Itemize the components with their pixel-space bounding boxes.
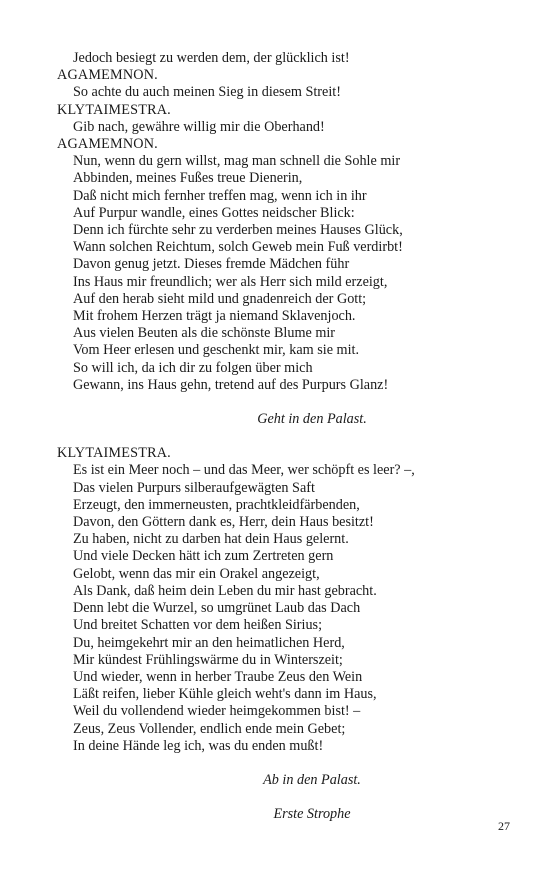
speaker-name: AGAMEMNON.: [57, 67, 158, 84]
verse-line: Vom Heer erlesen und geschenkt mir, kam sie mit.: [73, 342, 359, 359]
verse-line: Denn ich fürchte sehr zu verderben meines Hauses Glück,: [73, 222, 403, 239]
verse-line: Daß nicht mich fernher treffen mag, wenn ich in ihr: [73, 187, 367, 204]
verse-line: Ins Haus mir freundlich; wer als Herr sich mild erzeigt,: [73, 273, 388, 290]
verse-line: Als Dank, daß heim dein Leben du mir hast gebracht.: [73, 582, 377, 599]
verse-line: Das vielen Purpurs silberaufgewägten Saft: [73, 479, 315, 496]
verse-line: Aus vielen Beuten als die schönste Blume mir: [73, 325, 336, 342]
verse-line: Abbinden, meines Fußes treue Dienerin,: [73, 170, 303, 187]
verse-line: Gewann, ins Haus gehn, tretend auf des Purpurs Glanz!: [73, 376, 389, 393]
verse-line: Und viele Decken hätt ich zum Zertreten gern: [73, 548, 334, 565]
verse-line: Mir kündest Frühlingswärme du in Winterszeit;: [73, 651, 343, 668]
page-number: 27: [498, 819, 510, 833]
speaker-name: KLYTAIMESTRA.: [57, 445, 171, 462]
verse-line: Wann solchen Reichtum, solch Geweb mein Fuß verdirbt!: [73, 239, 403, 256]
verse-line: Nun, wenn du gern willst, mag man schnell die Sohle mir: [73, 153, 401, 170]
verse-line: Auf den herab sieht mild und gnadenreich der Gott;: [73, 290, 367, 307]
verse-line: Zu haben, nicht zu darben hat dein Haus gelernt.: [73, 531, 349, 548]
stage-direction: Ab in den Palast.: [263, 771, 361, 788]
play-text: [57, 50, 527, 840]
verse-line: So will ich, da ich dir zu folgen über mich: [73, 359, 313, 376]
verse-line: Läßt reifen, lieber Kühle gleich weht's dann im Haus,: [73, 686, 377, 703]
verse-line: In deine Hände leg ich, was du enden mußt!: [73, 737, 324, 754]
verse-line: Mit frohem Herzen trägt ja niemand Sklavenjoch.: [73, 308, 356, 325]
verse-line: So achte du auch meinen Sieg in diesem Streit!: [73, 84, 341, 101]
verse-line: Gelobt, wenn das mir ein Orakel angezeigt,: [73, 565, 320, 582]
verse-line: Und wieder, wenn in herber Traube Zeus den Wein: [73, 668, 363, 685]
verse-line: Zeus, Zeus Vollender, endlich ende mein Gebet;: [73, 720, 346, 737]
speaker-name: AGAMEMNON.: [57, 136, 158, 153]
verse-line: Gib nach, gewähre willig mir die Oberhand!: [73, 118, 325, 135]
verse-line: Auf Purpur wandle, eines Gottes neidscher Blick:: [73, 204, 355, 221]
stage-direction: Erste Strophe: [273, 806, 351, 823]
verse-line: Es ist ein Meer noch – und das Meer, wer schöpft es leer? –,: [73, 462, 415, 479]
verse-line: Und breitet Schatten vor dem heißen Sirius;: [73, 617, 323, 634]
verse-line: Davon, den Göttern dank es, Herr, dein Haus besitzt!: [73, 514, 374, 531]
verse-line: Erzeugt, den immerneusten, prachtkleidfärbenden,: [73, 496, 360, 513]
verse-line: Jedoch besiegt zu werden dem, der glücklich ist!: [73, 50, 350, 66]
verse-line: Davon genug jetzt. Dieses fremde Mädchen führ: [73, 256, 350, 273]
verse-line: Denn lebt die Wurzel, so umgrünet Laub das Dach: [73, 600, 361, 617]
speaker-name: KLYTAIMESTRA.: [57, 101, 171, 118]
stage-direction: Geht in den Palast.: [257, 411, 367, 428]
verse-line: Du, heimgekehrt mir an den heimatlichen Herd,: [73, 634, 345, 651]
verse-line: Weil du vollendend wieder heimgekommen bist! –: [73, 703, 361, 720]
